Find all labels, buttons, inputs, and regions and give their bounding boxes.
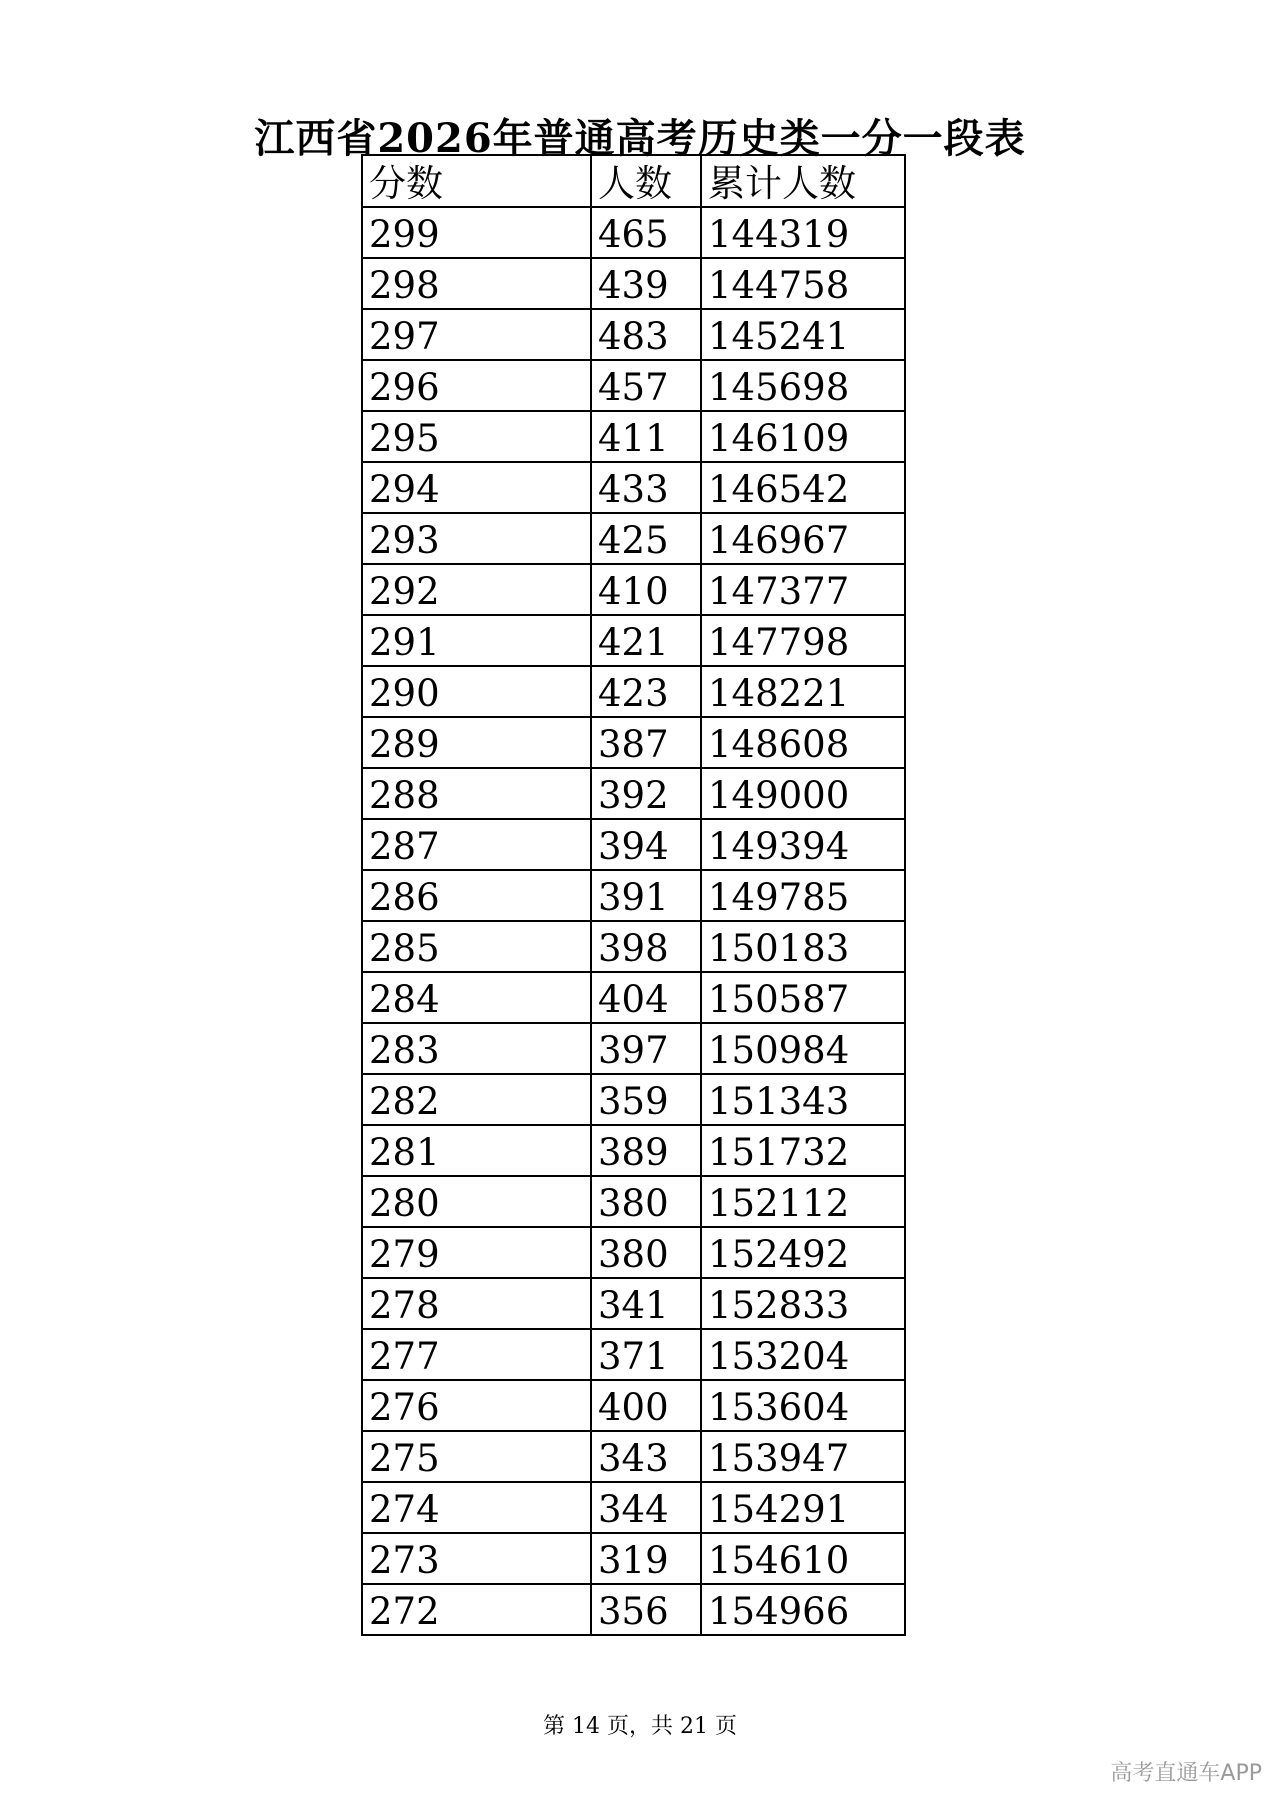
cumulative-cell: 145241 [701,309,905,360]
count-cell: 356 [591,1584,701,1635]
score-cell: 299 [362,207,591,258]
count-cell: 421 [591,615,701,666]
count-cell: 380 [591,1227,701,1278]
score-distribution-table [361,154,906,1636]
table-row [362,1329,905,1380]
score-cell: 273 [362,1533,591,1584]
cumulative-cell: 151732 [701,1125,905,1176]
score-cell: 272 [362,1584,591,1635]
table-row [362,462,905,513]
count-cell: 371 [591,1329,701,1380]
count-cell: 380 [591,1176,701,1227]
score-cell: 281 [362,1125,591,1176]
table-row [362,411,905,462]
count-cell: 410 [591,564,701,615]
table-row [362,1584,905,1635]
score-cell: 282 [362,1074,591,1125]
cumulative-cell: 148221 [701,666,905,717]
cumulative-cell: 151343 [701,1074,905,1125]
table-row [362,1023,905,1074]
cumulative-cell: 150984 [701,1023,905,1074]
count-cell: 411 [591,411,701,462]
cumulative-cell: 153204 [701,1329,905,1380]
score-cell: 292 [362,564,591,615]
cumulative-cell: 153947 [701,1431,905,1482]
cumulative-cell: 145698 [701,360,905,411]
count-cell: 397 [591,1023,701,1074]
cumulative-cell: 144758 [701,258,905,309]
table-row [362,1431,905,1482]
score-cell: 277 [362,1329,591,1380]
score-cell: 295 [362,411,591,462]
table-row [362,717,905,768]
count-cell: 457 [591,360,701,411]
cumulative-cell: 146109 [701,411,905,462]
score-cell: 298 [362,258,591,309]
cumulative-cell: 147798 [701,615,905,666]
cumulative-cell: 152833 [701,1278,905,1329]
score-cell: 294 [362,462,591,513]
count-cell: 359 [591,1074,701,1125]
cumulative-cell: 152492 [701,1227,905,1278]
table-row [362,1227,905,1278]
header-score: 分数 [362,155,591,207]
count-cell: 392 [591,768,701,819]
cumulative-cell: 149394 [701,819,905,870]
table-row [362,1125,905,1176]
table-row [362,666,905,717]
score-cell: 279 [362,1227,591,1278]
cumulative-cell: 146967 [701,513,905,564]
table-row [362,258,905,309]
score-cell: 289 [362,717,591,768]
score-cell: 287 [362,819,591,870]
count-cell: 400 [591,1380,701,1431]
table-row [362,870,905,921]
table-row [362,513,905,564]
table-row [362,1278,905,1329]
table-row [362,972,905,1023]
score-cell: 283 [362,1023,591,1074]
score-cell: 276 [362,1380,591,1431]
watermark: 高考直通车APP [1110,1761,1262,1786]
score-cell: 280 [362,1176,591,1227]
table-header-row [362,155,905,207]
cumulative-cell: 148608 [701,717,905,768]
score-cell: 274 [362,1482,591,1533]
table-row [362,1074,905,1125]
table-row [362,207,905,258]
table-row [362,360,905,411]
score-cell: 297 [362,309,591,360]
table-row [362,819,905,870]
table-row [362,768,905,819]
header-count: 人数 [591,155,701,207]
score-cell: 291 [362,615,591,666]
count-cell: 398 [591,921,701,972]
table-row [362,1380,905,1431]
cumulative-cell: 152112 [701,1176,905,1227]
page-number-footer: 第 14 页，共 21 页 [543,1714,737,1739]
header-cumulative: 累计人数 [701,155,905,207]
cumulative-cell: 154966 [701,1584,905,1635]
score-cell: 296 [362,360,591,411]
cumulative-cell: 146542 [701,462,905,513]
table-row [362,1482,905,1533]
page-title: 江西省2026年普通高考历史类一分一段表 [254,114,1026,162]
count-cell: 394 [591,819,701,870]
table-body [362,207,905,1635]
table-row [362,1176,905,1227]
cumulative-cell: 147377 [701,564,905,615]
count-cell: 319 [591,1533,701,1584]
cumulative-cell: 149785 [701,870,905,921]
cumulative-cell: 150183 [701,921,905,972]
score-cell: 293 [362,513,591,564]
score-cell: 290 [362,666,591,717]
count-cell: 344 [591,1482,701,1533]
score-cell: 284 [362,972,591,1023]
count-cell: 465 [591,207,701,258]
cumulative-cell: 150587 [701,972,905,1023]
cumulative-cell: 144319 [701,207,905,258]
table-row [362,615,905,666]
cumulative-cell: 149000 [701,768,905,819]
count-cell: 483 [591,309,701,360]
count-cell: 404 [591,972,701,1023]
table-row [362,309,905,360]
score-cell: 278 [362,1278,591,1329]
score-cell: 286 [362,870,591,921]
cumulative-cell: 154610 [701,1533,905,1584]
count-cell: 439 [591,258,701,309]
count-cell: 341 [591,1278,701,1329]
table-row [362,564,905,615]
count-cell: 387 [591,717,701,768]
count-cell: 389 [591,1125,701,1176]
count-cell: 391 [591,870,701,921]
table-row [362,1533,905,1584]
count-cell: 343 [591,1431,701,1482]
cumulative-cell: 154291 [701,1482,905,1533]
score-cell: 275 [362,1431,591,1482]
count-cell: 423 [591,666,701,717]
count-cell: 425 [591,513,701,564]
score-cell: 285 [362,921,591,972]
score-cell: 288 [362,768,591,819]
count-cell: 433 [591,462,701,513]
table-row [362,921,905,972]
cumulative-cell: 153604 [701,1380,905,1431]
